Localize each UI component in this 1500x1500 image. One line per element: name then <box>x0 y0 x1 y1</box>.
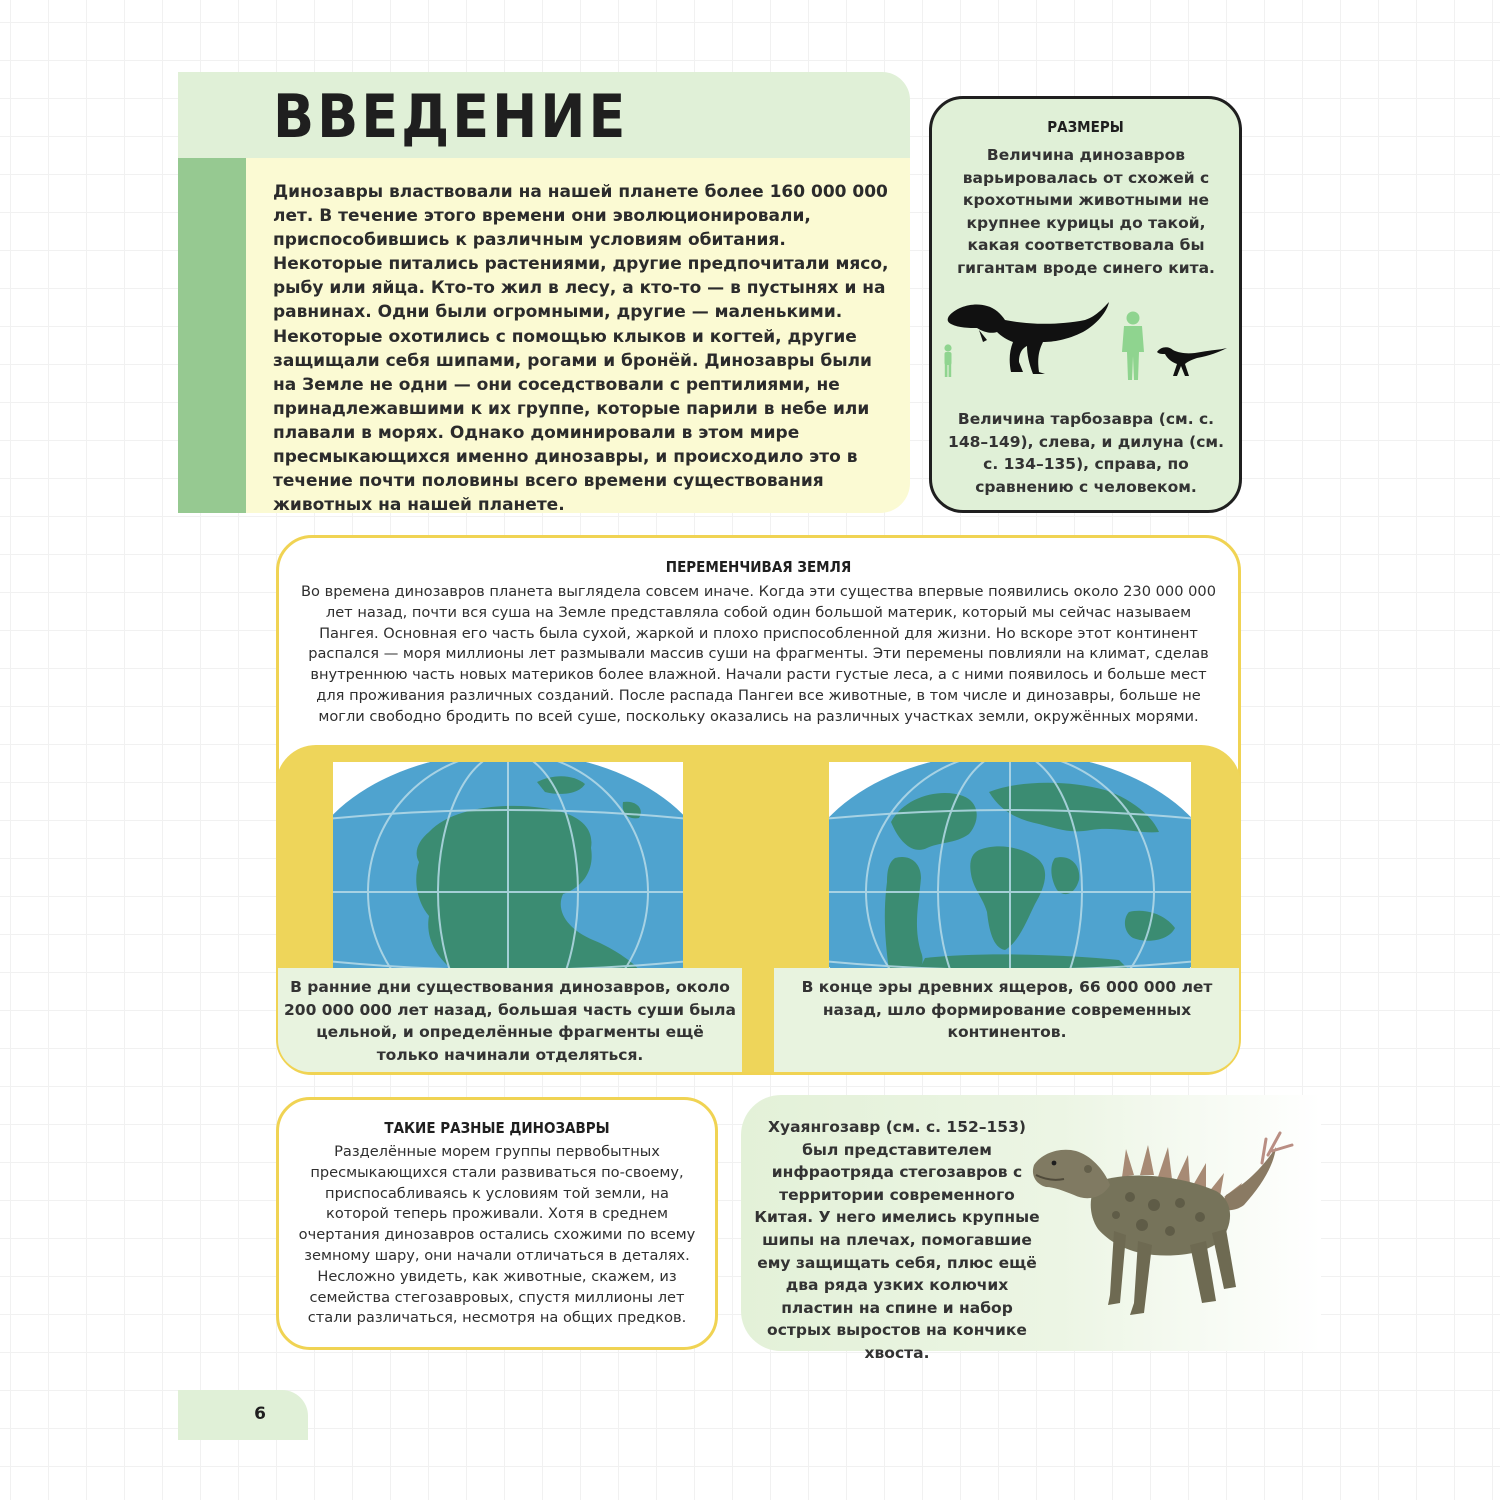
sizes-paragraph: Величина динозавров варьировалась от схожей с крохотными животными не крупнее курицы до такой, какая соответствовала бы гигантам вроде синего кита. <box>957 146 1215 277</box>
late-cretaceous-map <box>829 762 1191 970</box>
late-map-caption: В конце эры древних ящеров, 66 000 000 лет назад, шло формирование современных континентов. <box>801 978 1213 1041</box>
huayangosaurus-paragraph: Хуаянгозавр (см. с. 152–153) был представителем инфраотряда стегозавров с территории современного Китая. У него имелись крупные шипы на плечах, помогавшие ему защищать себя, плюс ещё два ряда узких колючих пластин на спине и набор острых выростов на кончике хвоста. <box>754 1118 1040 1362</box>
different-dinosaurs-heading: ТАКИЕ РАЗНЫЕ ДИНОЗАВРЫ <box>384 1119 610 1137</box>
different-dinosaurs-paragraph: Разделённые морем группы первобытных пресмыкающихся стали развиваться по-своему, приспосабливаясь к условиям той земли, на которой теперь проживали. Хотя в среднем очертания динозавров остались схожими по всему земному шару, они начали отличаться в деталях. Несложно увидеть, как животные, скажем, из семейства стегозавровых, спустя миллионы лет стали различаться, несмотря на общих предков. <box>298 1143 696 1327</box>
page-number-tab <box>178 1390 308 1440</box>
page-title: ВВЕДЕНИЕ <box>273 82 629 152</box>
early-map-caption: В ранние дни существования динозавров, около 200 000 000 лет назад, большая часть суши была цельной, и определённые фрагменты ещё только начинали отделяться. <box>284 978 736 1064</box>
sizes-heading: РАЗМЕРЫ <box>1047 118 1124 136</box>
stegosaur-illustration <box>1030 1125 1295 1325</box>
stegosaur-icon <box>1033 1133 1292 1315</box>
caption-divider <box>742 968 774 1072</box>
intro-paragraph: Динозавры властвовали на нашей планете более 160 000 000 лет. В течение этого времени они эволюционировали, приспособившись к различным условиям обитания. Некоторые питались растениями, другие предпочитали мясо, рыбу или яйца. Кто-то жил в лесу, а кто-то — в пустынях и на равнинах. Одни были огромными, другие — маленькими. Некоторые охотились с помощью клыков и когтей, другие защищали себя шипами, рогами и бронёй. Динозавры были на Земле не одни — они соседствовали с рептилиями, не принадлежавшими к их группе, которые парили в небе или плавали в морях. Однако доминировали в этом мире пресмыкающихся именно динозавры, и происходило это в течение почти половины всего времени существования животных на нашей планете. <box>273 182 889 516</box>
intro-accent-bar <box>178 158 246 513</box>
pangaea-map <box>333 762 683 970</box>
size-comparison-illustration <box>935 292 1235 384</box>
tarbosaurus-silhouette-icon <box>948 302 1109 374</box>
changing-earth-heading: ПЕРЕМЕНЧИВАЯ ЗЕМЛЯ <box>665 558 852 576</box>
dilong-silhouette-icon <box>1157 347 1227 376</box>
changing-earth-paragraph: Во времена динозавров планета выглядела совсем иначе. Когда эти существа впервые появились около 230 000 000 лет назад, почти вся суша на Земле представляла собой один большой материк, который мы сейчас называем Пангея. Основная его часть была сухой, жаркой и плохо приспособленной для жизни. Но вскоре этот континент распался — моря миллионы лет размывали массив суши на фрагменты. Эти перемены повлияли на климат, сделав внутреннюю часть новых материков более влажной. Начали расти густые леса, а с ними появилось и больше мест для проживания различных созданий. После распада Пангеи все животные, в том числе и динозавры, больше не могли свободно бродить по всей суше, поскольку оказались на различных участках земли, окружённых морями. <box>301 583 1216 725</box>
human-silhouette-small-icon <box>944 344 951 377</box>
human-silhouette-large-icon <box>1122 312 1144 381</box>
sizes-caption: Величина тарбозавра (см. с. 148–149), слева, и дилуна (см. с. 134–135), справа, по сравнению с человеком. <box>948 410 1224 496</box>
page-number: 6 <box>254 1404 266 1424</box>
